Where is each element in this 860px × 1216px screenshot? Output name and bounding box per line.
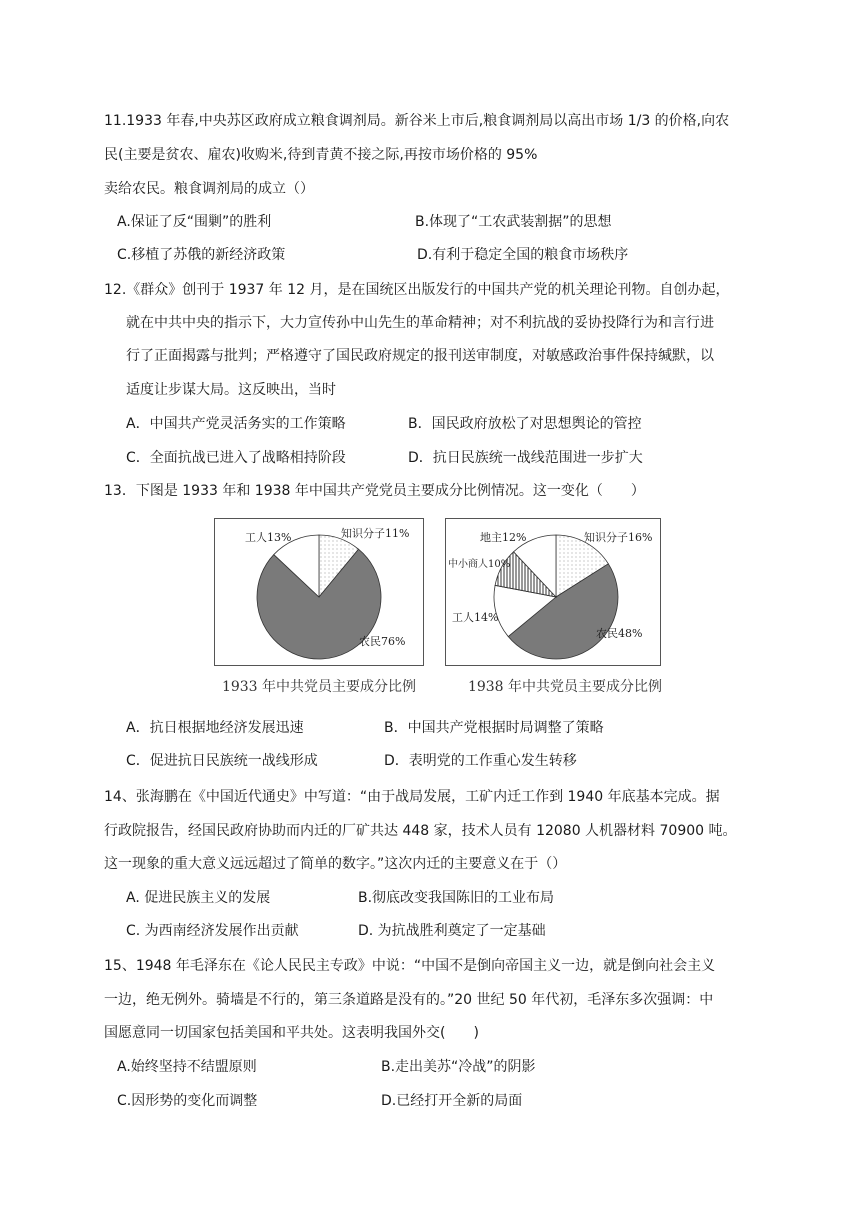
pie-chart-1938-caption: 1938 年中共党员主要成分比例 bbox=[467, 679, 663, 695]
q15-option-d[interactable]: D.已经打开全新的局面 bbox=[381, 1093, 523, 1109]
q13-option-d[interactable]: D．表明党的工作重心发生转移 bbox=[384, 753, 577, 769]
q12-option-d[interactable]: D．抗日民族统一战线范围进一步扩大 bbox=[408, 450, 643, 466]
pie-chart-1933 bbox=[215, 519, 423, 665]
q13-option-b[interactable]: B．中国共产党根据时局调整了策略 bbox=[384, 720, 604, 736]
q15-option-a[interactable]: A.始终坚持不结盟原则 bbox=[117, 1059, 257, 1075]
q11-option-b[interactable]: B.体现了“工农武装割据”的思想 bbox=[415, 214, 612, 230]
q12-stem-line-2: 就在中共中央的指示下，大力宣传孙中山先生的革命精神；对不利抗战的妥协投降行为和言行进 bbox=[126, 315, 714, 331]
q13-option-c[interactable]: C．促进抗日民族统一战线形成 bbox=[126, 753, 318, 769]
q12-option-c[interactable]: C．全面抗战已进入了战略相持阶段 bbox=[126, 450, 346, 466]
q11-stem-line-1: 11.1933 年春,中央苏区政府成立粮食调剂局。新谷米上市后,粮食调剂局以高出市场 1/3 的价格,向农 bbox=[104, 113, 730, 129]
q15-stem-line-3: 国愿意同一切国家包括美国和平共处。这表明我国外交( ) bbox=[104, 1025, 479, 1041]
pie-label-农民: 农民76% bbox=[359, 635, 406, 648]
q14-stem-line-1: 14、张海鹏在《中国近代通史》中写道：“由于战局发展，工矿内迁工作到 1940 年底基本完成。据 bbox=[104, 789, 720, 805]
pie-chart-1933-frame bbox=[214, 518, 424, 666]
q11-stem-line-3: 卖给农民。粮食调剂局的成立（） bbox=[104, 181, 314, 197]
pie-chart-1938 bbox=[446, 519, 660, 665]
pie-label-地主: 地主12% bbox=[480, 531, 527, 544]
q11-stem-line-2: 民(主要是贫农、雇农)收购米,待到青黄不接之际,再按市场价格的 95% bbox=[104, 147, 538, 163]
q15-stem-line-1: 15、1948 年毛泽东在《论人民民主专政》中说：“中国不是倒向帝国主义一边，就是倒向社会主义 bbox=[104, 958, 716, 974]
q15-option-b[interactable]: B.走出美苏“冷战”的阴影 bbox=[381, 1059, 536, 1075]
q14-option-a[interactable]: A. 促进民族主义的发展 bbox=[126, 890, 271, 906]
pie-label-中小商人: 中小商人10% bbox=[448, 559, 511, 570]
pie-label-知识分子: 知识分子16% bbox=[584, 531, 653, 544]
pie-chart-1933-caption: 1933 年中共党员主要成分比例 bbox=[221, 679, 417, 695]
q11-option-a[interactable]: A.保证了反“围剿”的胜利 bbox=[117, 214, 272, 230]
q14-stem-line-2: 行政院报告，经国民政府协助而内迁的厂矿共达 448 家，技术人员有 12080 人机器材料 70900 吨。 bbox=[104, 823, 737, 839]
q11-option-c[interactable]: C.移植了苏俄的新经济政策 bbox=[117, 247, 286, 263]
q12-stem-line-1: 12.《群众》创刊于 1937 年 12 月，是在国统区出版发行的中国共产党的机关理论刊物。自创办起， bbox=[104, 282, 730, 298]
q15-option-c[interactable]: C.因形势的变化而调整 bbox=[117, 1093, 258, 1109]
q13-stem: 13．下图是 1933 年和 1938 年中国共产党党员主要成分比例情况。这一变化（ ） bbox=[104, 483, 645, 499]
q13-option-a[interactable]: A．抗日根据地经济发展迅速 bbox=[126, 720, 304, 736]
pie-label-工人: 工人14% bbox=[452, 611, 499, 624]
pie-chart-1938-frame bbox=[445, 518, 661, 666]
pie-label-知识分子: 知识分子11% bbox=[341, 527, 410, 540]
q14-stem-line-3: 这一现象的重大意义远远超过了简单的数字。”这次内迁的主要意义在于（） bbox=[104, 856, 567, 872]
q14-option-b[interactable]: B.彻底改变我国陈旧的工业布局 bbox=[358, 890, 555, 906]
q12-option-b[interactable]: B．国民政府放松了对思想舆论的管控 bbox=[408, 416, 642, 432]
q15-stem-line-2: 一边，绝无例外。骑墙是不行的，第三条道路是没有的。”20 世纪 50 年代初，毛泽东多次强调：中 bbox=[104, 992, 714, 1008]
q14-option-d[interactable]: D. 为抗战胜利奠定了一定基础 bbox=[358, 923, 546, 939]
q12-stem-line-3: 行了正面揭露与批判；严格遵守了国民政府规定的报刊送审制度，对敏感政治事件保持缄默，以 bbox=[126, 348, 714, 364]
q12-stem-line-4: 适度让步谋大局。这反映出，当时 bbox=[126, 382, 336, 398]
q12-option-a[interactable]: A．中国共产党灵活务实的工作策略 bbox=[126, 416, 346, 432]
q11-option-d[interactable]: D.有利于稳定全国的粮食市场秩序 bbox=[417, 247, 629, 263]
q14-option-c[interactable]: C. 为西南经济发展作出贡献 bbox=[126, 923, 299, 939]
pie-label-工人: 工人13% bbox=[245, 531, 292, 544]
pie-label-农民: 农民48% bbox=[596, 627, 643, 640]
